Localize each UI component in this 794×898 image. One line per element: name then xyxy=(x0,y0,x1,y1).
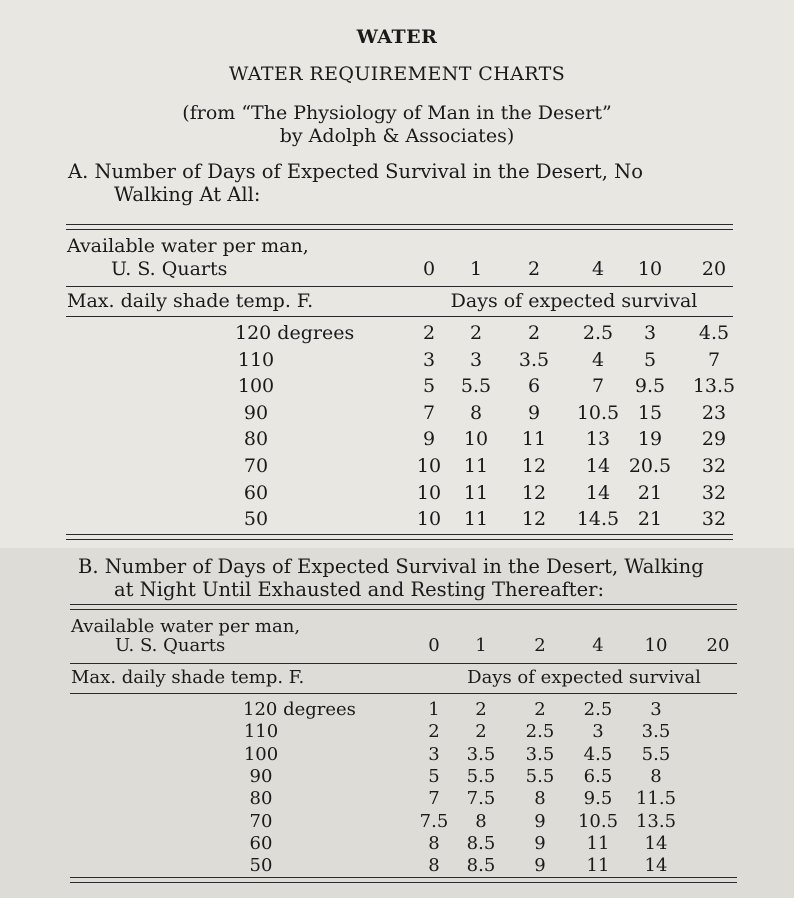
survival-value-cell: 2 xyxy=(469,322,483,344)
temp-row-label: 50 xyxy=(243,508,269,531)
survival-value-cell: 14.5 xyxy=(576,508,620,531)
survival-value-cell: 19 xyxy=(637,428,663,451)
survival-value-cell: 21 xyxy=(637,508,663,531)
temp-row-label: 90 xyxy=(243,401,269,424)
survival-value-cell: 10.5 xyxy=(576,401,620,424)
quarts-label: U. S. Quarts xyxy=(111,258,228,280)
header-divider-rule xyxy=(70,663,737,664)
quarts-header-cell: 1 xyxy=(469,258,483,280)
survival-value-cell: 12 xyxy=(521,508,547,531)
quarts-header-cell: 0 xyxy=(422,258,436,280)
survival-value-cell: 12 xyxy=(521,481,547,504)
survival-value-cell: 15 xyxy=(637,401,663,424)
survival-value-cell: 2 xyxy=(422,322,436,344)
temp-row-label: 120 degrees xyxy=(243,699,356,720)
section-a-heading-line-1: A. Number of Days of Expected Survival in the Desert, No xyxy=(68,160,643,183)
survival-value-cell: 13.5 xyxy=(692,375,736,398)
temp-row-label: 70 xyxy=(243,455,269,477)
temp-row-label: 90 xyxy=(249,765,273,787)
survival-value-cell: 11 xyxy=(586,832,610,854)
survival-value-cell: 13.5 xyxy=(635,810,677,832)
table-top-rule xyxy=(70,609,737,610)
survival-value-cell: 12 xyxy=(521,455,547,477)
survival-value-cell: 9 xyxy=(534,810,546,832)
temp-row-label: 80 xyxy=(249,788,273,810)
survival-value-cell: 23 xyxy=(701,401,727,424)
survival-value-cell: 3.5 xyxy=(518,348,550,371)
survival-value-cell: 9 xyxy=(534,855,546,877)
survival-value-cell: 3 xyxy=(592,721,604,743)
survival-value-cell: 2 xyxy=(475,699,487,720)
header-divider-rule xyxy=(66,316,733,317)
survival-value-cell: 32 xyxy=(701,455,727,477)
survival-value-cell: 2 xyxy=(527,322,541,344)
survival-value-cell: 1 xyxy=(428,699,440,720)
quarts-header-cell: 2 xyxy=(527,258,541,280)
survival-value-cell: 5.5 xyxy=(466,765,496,787)
survival-value-cell: 9.5 xyxy=(583,788,613,810)
table-top-rule xyxy=(66,229,733,230)
survival-value-cell: 3.5 xyxy=(525,743,555,765)
quarts-header-cell: 4 xyxy=(592,635,604,656)
survival-value-cell: 8 xyxy=(469,401,483,424)
survival-value-cell: 3.5 xyxy=(466,743,496,765)
quarts-header-cell: 0 xyxy=(428,635,440,656)
survival-value-cell: 32 xyxy=(701,508,727,531)
page-title: WATER xyxy=(356,26,438,48)
survival-value-cell: 7 xyxy=(422,401,436,424)
table-bottom-rule xyxy=(70,877,737,878)
quarts-header-cell: 1 xyxy=(475,635,487,656)
survival-value-cell: 4.5 xyxy=(583,743,613,765)
survival-value-cell: 5 xyxy=(643,348,657,371)
survival-value-cell: 8.5 xyxy=(466,832,496,854)
section-b-heading-line-1: B. Number of Days of Expected Survival in the Desert, Walking xyxy=(78,555,704,578)
quarts-header-cell: 10 xyxy=(637,258,663,280)
survival-value-cell: 14 xyxy=(585,481,611,504)
survival-value-cell: 4 xyxy=(591,348,605,371)
survival-value-cell: 5.5 xyxy=(460,375,492,398)
table-top-rule xyxy=(66,224,733,225)
quarts-header-cell: 10 xyxy=(644,635,668,656)
survival-value-cell: 3 xyxy=(422,348,436,371)
survival-value-cell: 32 xyxy=(701,481,727,504)
survival-value-cell: 11 xyxy=(521,428,547,451)
header-divider-rule xyxy=(70,693,737,694)
survival-value-cell: 10 xyxy=(416,481,442,504)
survival-value-cell: 9 xyxy=(527,401,541,424)
survival-value-cell: 3 xyxy=(469,348,483,371)
temp-row-label: 100 xyxy=(237,375,275,398)
section-b-heading-line-2: at Night Until Exhausted and Resting Thereafter: xyxy=(114,578,605,601)
temp-row-label: 120 degrees xyxy=(235,322,355,344)
survival-value-cell: 10.5 xyxy=(577,810,619,832)
survival-value-cell: 7 xyxy=(707,348,721,371)
survival-value-cell: 10 xyxy=(416,508,442,531)
survival-value-cell: 8 xyxy=(534,788,546,810)
survival-value-cell: 29 xyxy=(701,428,727,451)
table-bottom-rule xyxy=(66,539,733,540)
survival-value-cell: 14 xyxy=(644,855,668,877)
days-survival-header: Days of expected survival xyxy=(467,667,701,688)
survival-value-cell: 7.5 xyxy=(466,788,496,810)
survival-value-cell: 8.5 xyxy=(466,855,496,877)
temp-row-label: 80 xyxy=(243,428,269,451)
header-divider-rule xyxy=(66,286,733,287)
survival-value-cell: 11 xyxy=(463,481,489,504)
temp-row-label: 100 xyxy=(243,743,279,765)
temp-column-header: Max. daily shade temp. F. xyxy=(67,290,314,312)
temp-column-header: Max. daily shade temp. F. xyxy=(71,667,305,688)
survival-value-cell: 5.5 xyxy=(525,765,555,787)
survival-value-cell: 8 xyxy=(428,855,440,877)
temp-row-label: 70 xyxy=(249,810,273,832)
survival-value-cell: 13 xyxy=(585,428,611,451)
survival-value-cell: 10 xyxy=(463,428,489,451)
quarts-header-cell: 4 xyxy=(591,258,605,280)
survival-value-cell: 9 xyxy=(534,832,546,854)
survival-value-cell: 3 xyxy=(428,743,440,765)
survival-value-cell: 7.5 xyxy=(419,810,449,832)
survival-value-cell: 4.5 xyxy=(698,322,730,344)
survival-value-cell: 6 xyxy=(527,375,541,398)
water-label: Available water per man, xyxy=(67,235,309,257)
survival-value-cell: 2 xyxy=(428,721,440,743)
page-subtitle: WATER REQUIREMENT CHARTS xyxy=(228,63,566,85)
temp-row-label: 60 xyxy=(243,481,269,504)
survival-value-cell: 11 xyxy=(463,455,489,477)
survival-value-cell: 21 xyxy=(637,481,663,504)
survival-value-cell: 5 xyxy=(428,765,440,787)
survival-value-cell: 9 xyxy=(422,428,436,451)
survival-value-cell: 14 xyxy=(644,832,668,854)
survival-value-cell: 2 xyxy=(534,699,546,720)
survival-value-cell: 3 xyxy=(643,322,657,344)
section-a-heading-line-2: Walking At All: xyxy=(114,183,261,206)
survival-value-cell: 11 xyxy=(463,508,489,531)
survival-value-cell: 3 xyxy=(650,699,662,720)
survival-value-cell: 7 xyxy=(428,788,440,810)
survival-value-cell: 7 xyxy=(591,375,605,398)
temp-row-label: 50 xyxy=(249,855,273,877)
table-bottom-rule xyxy=(70,882,737,883)
temp-row-label: 60 xyxy=(249,832,273,854)
survival-value-cell: 8 xyxy=(650,765,662,787)
survival-value-cell: 2 xyxy=(475,721,487,743)
survival-value-cell: 8 xyxy=(475,810,487,832)
temp-row-label: 110 xyxy=(237,348,275,371)
source-line-1: (from “The Physiology of Man in the Desert” xyxy=(182,102,612,124)
days-survival-header: Days of expected survival xyxy=(450,290,698,312)
survival-value-cell: 3.5 xyxy=(641,721,671,743)
water-label: Available water per man, xyxy=(71,616,301,637)
survival-value-cell: 10 xyxy=(416,455,442,477)
survival-value-cell: 11.5 xyxy=(635,788,677,810)
survival-value-cell: 2.5 xyxy=(583,699,613,720)
survival-value-cell: 2.5 xyxy=(582,322,614,344)
table-top-rule xyxy=(70,604,737,605)
quarts-header-cell: 20 xyxy=(706,635,730,656)
survival-value-cell: 6.5 xyxy=(583,765,613,787)
table-bottom-rule xyxy=(66,534,733,535)
quarts-label: U. S. Quarts xyxy=(115,635,226,656)
survival-value-cell: 9.5 xyxy=(634,375,666,398)
survival-value-cell: 2.5 xyxy=(525,721,555,743)
quarts-header-cell: 20 xyxy=(701,258,727,280)
survival-value-cell: 11 xyxy=(586,855,610,877)
survival-value-cell: 5 xyxy=(422,375,436,398)
survival-value-cell: 20.5 xyxy=(628,455,672,477)
survival-value-cell: 14 xyxy=(585,455,611,477)
source-line-2: by Adolph & Associates) xyxy=(279,125,515,147)
survival-value-cell: 5.5 xyxy=(641,743,671,765)
temp-row-label: 110 xyxy=(243,721,279,743)
survival-value-cell: 8 xyxy=(428,832,440,854)
quarts-header-cell: 2 xyxy=(534,635,546,656)
